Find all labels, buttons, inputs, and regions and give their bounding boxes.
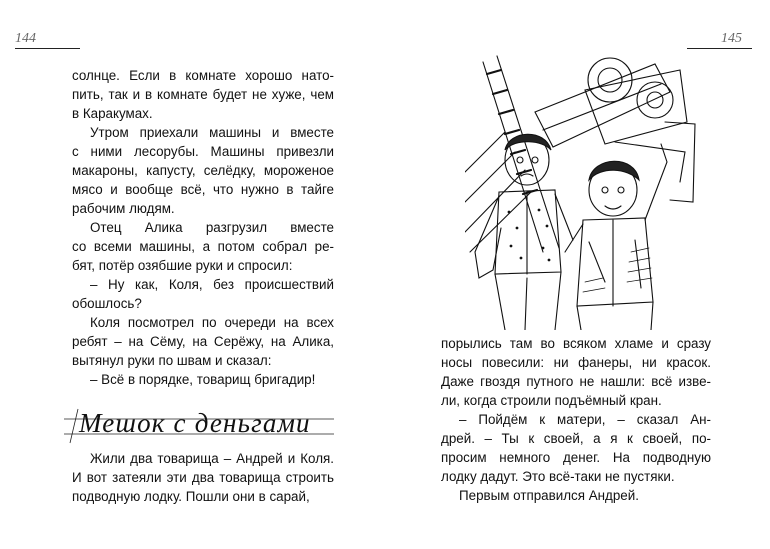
text-line: Даже гвоздя путного не нашли: всё изве-: [441, 374, 711, 390]
header-rule-right: [687, 48, 752, 49]
text-line: порылись там во всяком хламе и сразу: [441, 336, 711, 351]
paragraph-story: [72, 449, 334, 506]
text-line: И вот затеяли эти два товарища строить: [72, 470, 334, 486]
header-rule-left: [15, 48, 80, 49]
paragraph-search: [441, 334, 711, 410]
paragraph-answer: [72, 370, 334, 389]
text-line: Утром приехали машины и вместе: [90, 125, 334, 140]
text-line: обошлось?: [72, 296, 142, 312]
text-line: подводную лодку. Пошли они в сарай,: [72, 489, 310, 505]
paragraph-morning: [72, 123, 334, 218]
text-line: бят, потёр озябшие руки и спросил:: [72, 258, 293, 274]
text-line: ли, когда строили подъёмный кран.: [441, 393, 662, 409]
text-line: просим немного денег. На подводную: [441, 450, 711, 466]
paragraph-kolya: [72, 313, 334, 370]
paragraph-mother: [441, 410, 711, 486]
paragraph-top: [72, 66, 334, 123]
paragraph-father: [72, 218, 334, 275]
text-line: Жили два товарища – Андрей и Коля.: [90, 451, 334, 466]
text-line: макароны, капусту, селёдку, мороженое: [72, 163, 334, 179]
text-line: – Пойдём к матери, – сказал Ан-: [459, 412, 711, 427]
text-line: солнце. Если в комнате хорошо нато-: [72, 68, 334, 83]
text-line: – Всё в порядке, товарищ бригадир!: [90, 372, 316, 387]
text-line: Коля посмотрел по очереди на всех: [90, 315, 334, 330]
text-line: рабочим людям.: [72, 201, 175, 217]
text-line: носы повесили: ни фанеры, ни красок.: [441, 355, 711, 371]
text-line: в Каракумах.: [72, 106, 153, 122]
text-line: пить, так и в комнате будет не хуже, чем: [72, 87, 334, 103]
chapter-title: Мешок с деньгами: [79, 408, 311, 438]
text-line: со всеми машины, а потом собрал ре-: [72, 239, 334, 255]
paragraph-question: [72, 275, 334, 313]
two-boys-illustration: [465, 52, 700, 330]
text-line: лодку дадут. Это всё-таки не пустяки.: [441, 469, 675, 485]
text-line: мясо и вообще всё, что нужно в тайге: [72, 182, 334, 198]
text-line: дрей. – Ты к своей, а я к своей, по-: [441, 431, 711, 447]
text-line: – Ну как, Коля, без происшествий: [90, 277, 334, 292]
text-line: вытянул руки по швам и сказал:: [72, 353, 272, 369]
text-line: Первым отправился Андрей.: [459, 488, 639, 503]
page-number-left: 144: [15, 31, 36, 46]
chapter-title-block: [64, 405, 334, 445]
paragraph-first: [441, 486, 711, 505]
text-line: с ними лесорубы. Машины привезли: [72, 144, 334, 160]
text-line: Отец Алика разгрузил вместе: [90, 220, 334, 235]
page-number-right: 145: [721, 31, 742, 46]
text-line: ребят – на Сёму, на Серёжу, на Алика,: [72, 334, 334, 350]
